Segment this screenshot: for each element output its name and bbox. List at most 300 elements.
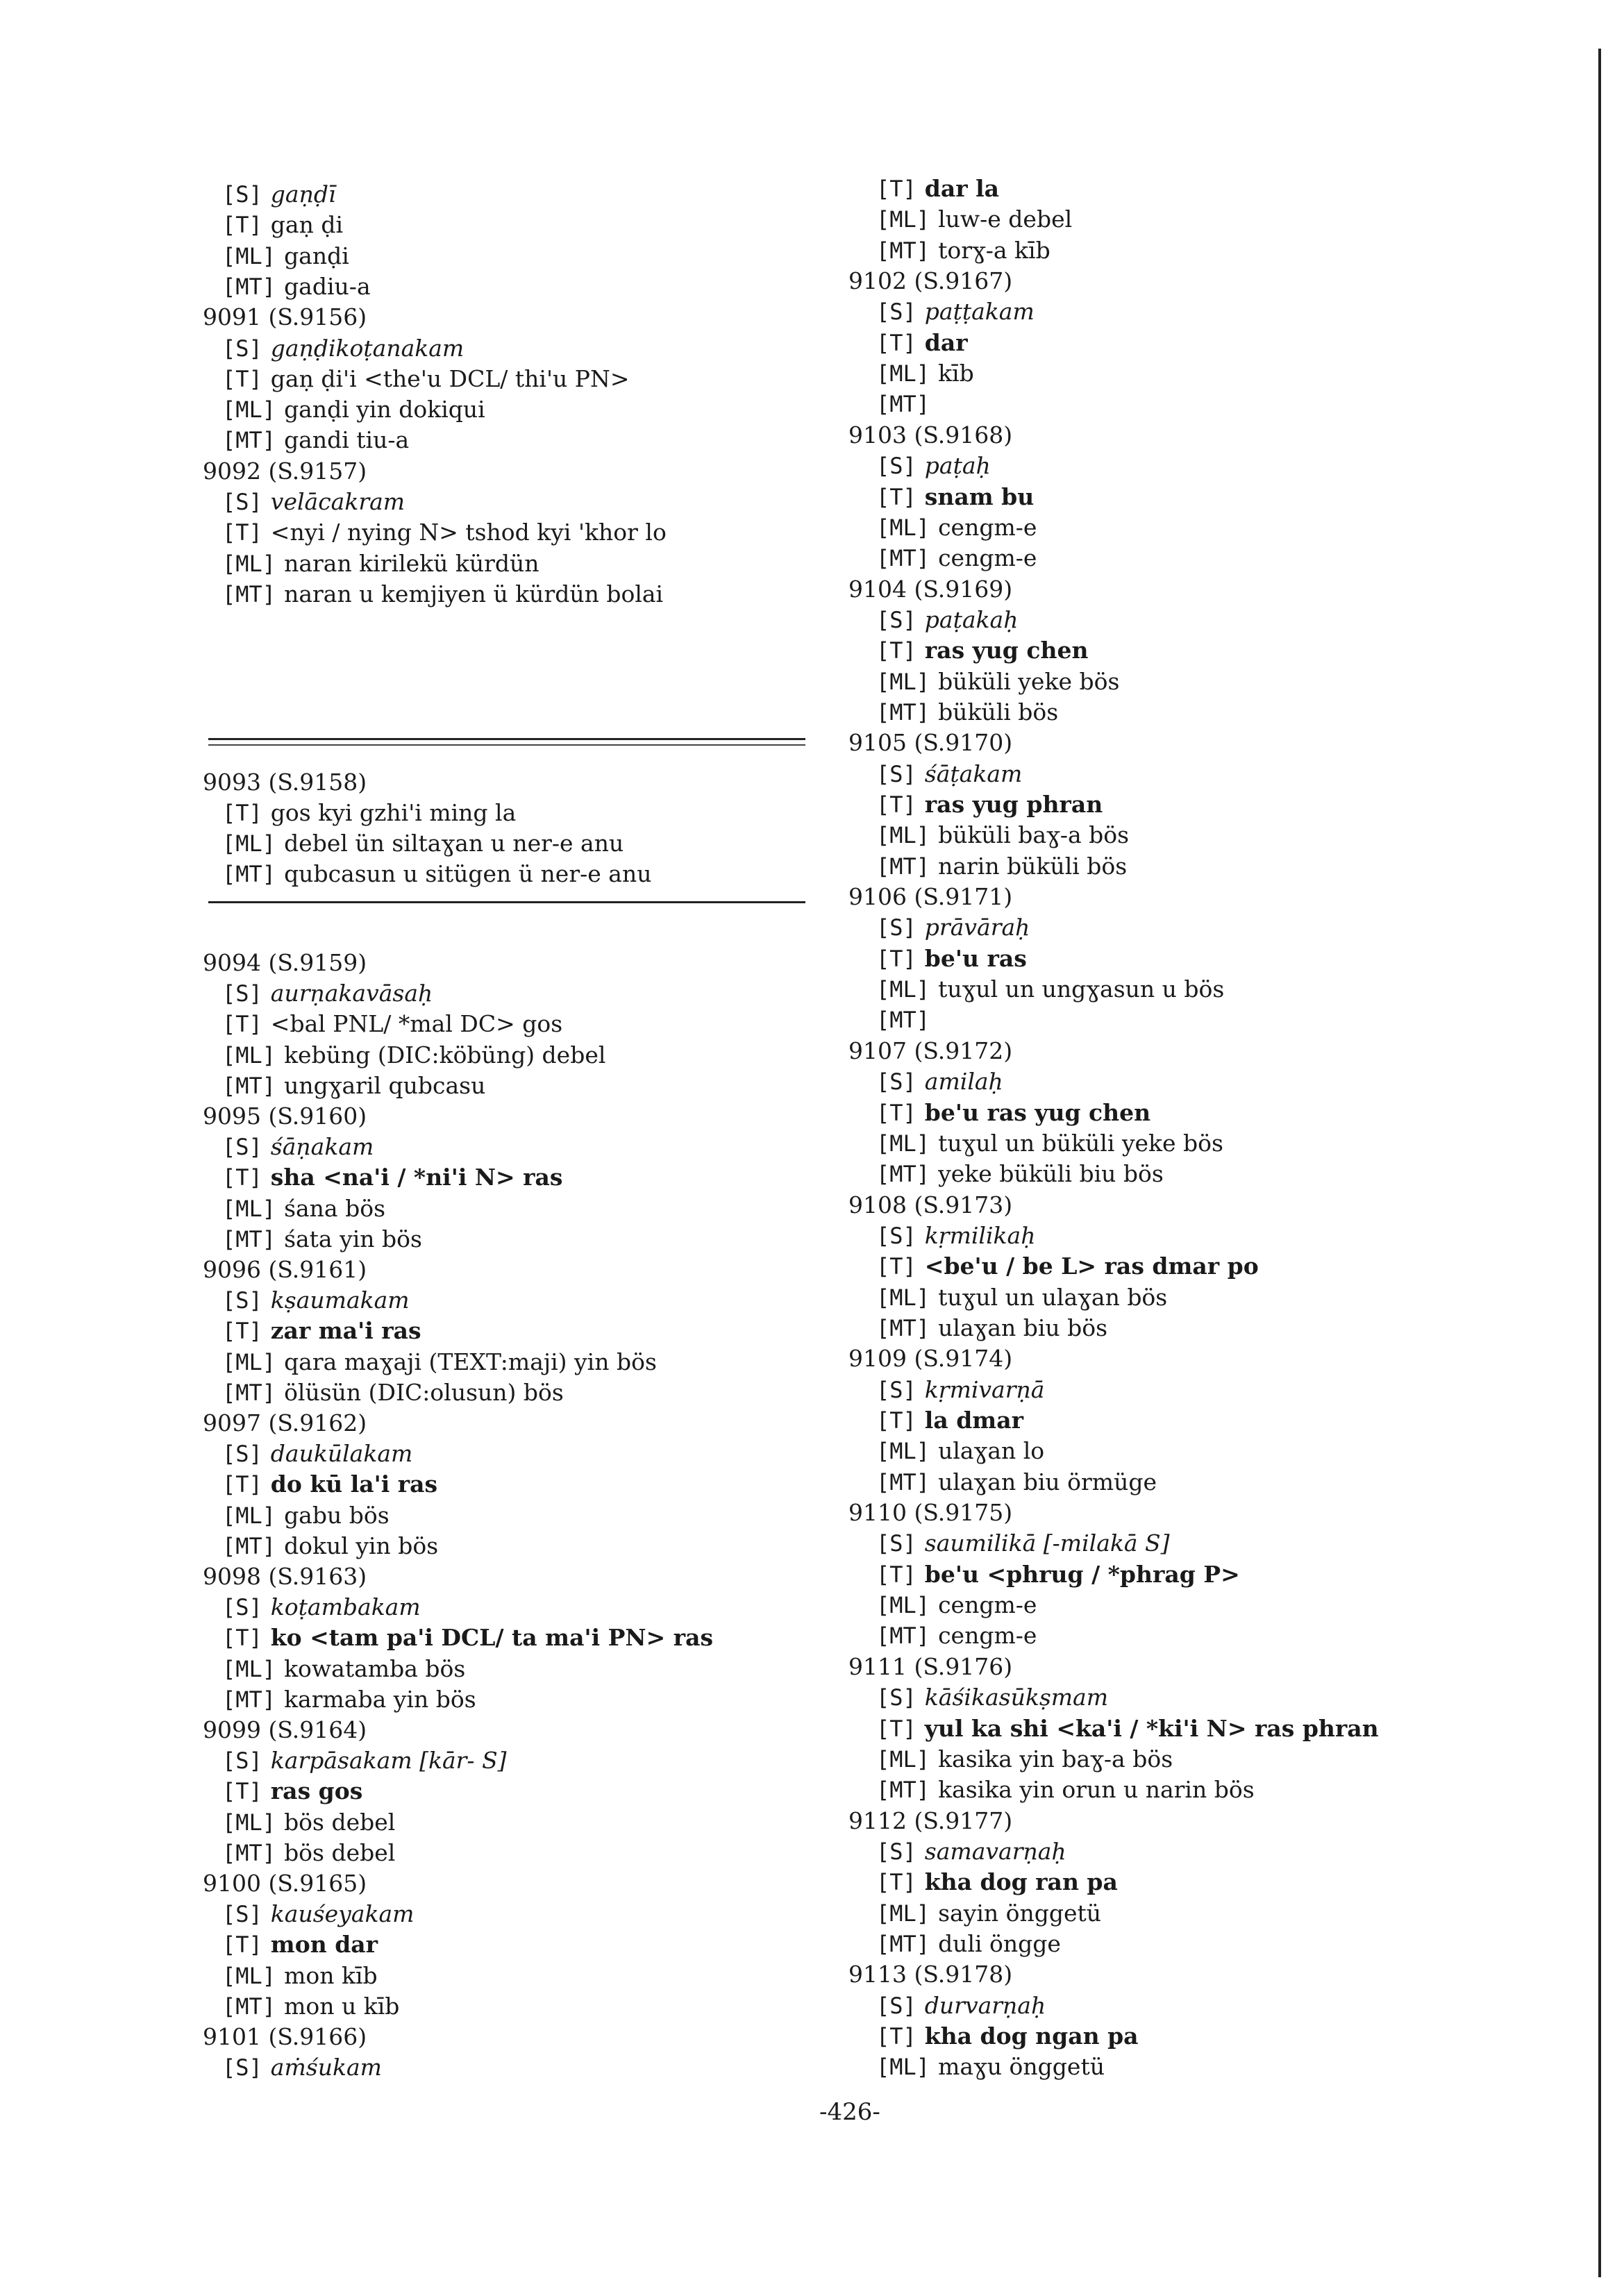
entry-number [203, 1561, 367, 1592]
entry-field [222, 241, 349, 271]
field-tag: [ML] [876, 1746, 930, 1773]
field-tag: [T] [222, 1932, 262, 1958]
field-tag: [T] [876, 330, 916, 356]
field-text: kauśeyakam [270, 1900, 415, 1927]
entry-field [222, 1807, 395, 1838]
entry-field [876, 1867, 1118, 1897]
field-tag: [S] [876, 761, 916, 787]
field-text: durvarṇaḥ [924, 1992, 1046, 2019]
entry-field [222, 364, 630, 394]
field-text: la dmar [924, 1407, 1023, 1434]
entry-number-text: 9099 (S.9164) [203, 1716, 367, 1743]
field-tag: [ML] [876, 514, 930, 541]
field-tag: [ML] [222, 1963, 276, 1989]
entry-field [876, 1775, 1255, 1805]
field-text: gaṇḍikoṭanakam [270, 335, 464, 362]
field-tag: [ML] [222, 1809, 276, 1836]
field-tag: [MT] [222, 1686, 276, 1713]
field-text: dar [924, 329, 968, 356]
field-text: torɣ-a kīb [938, 237, 1050, 264]
entry-number-text: 9108 (S.9173) [848, 1191, 1013, 1218]
entry-number [203, 302, 367, 333]
field-text: cengm-e [938, 1591, 1037, 1618]
field-text: be'u ras yug chen [924, 1099, 1151, 1126]
field-text: prāvāraḥ [924, 914, 1030, 941]
field-text: kṛmivarṇā [924, 1376, 1045, 1403]
entry-number-text: 9097 (S.9162) [203, 1409, 367, 1436]
field-tag: [T] [876, 946, 916, 972]
field-tag: [MT] [876, 391, 930, 417]
entry-number-text: 9112 (S.9177) [848, 1807, 1013, 1834]
field-tag: [ML] [876, 669, 930, 695]
entry-number [848, 1806, 1012, 1836]
entry-field [876, 1436, 1044, 1466]
field-tag: [T] [876, 1407, 916, 1434]
field-text: mon dar [270, 1931, 378, 1958]
field-tag: [T] [222, 366, 262, 392]
entry-field [876, 820, 1129, 850]
field-text: sayin önggetü [938, 1900, 1102, 1927]
field-text: büküli bös [938, 698, 1059, 726]
entry-field [876, 512, 1037, 543]
field-tag: [S] [222, 980, 262, 1007]
field-tag: [S] [876, 607, 916, 633]
field-text: narin büküli bös [938, 853, 1128, 880]
entry-number-text: 9092 (S.9157) [203, 458, 367, 485]
field-tag: [T] [876, 791, 916, 818]
field-text: maɣu önggetü [938, 2053, 1105, 2080]
field-tag: [S] [222, 1594, 262, 1620]
field-tag: [ML] [876, 976, 930, 1003]
entry-number [848, 574, 1012, 605]
page-edge-bar [1598, 49, 1601, 2277]
entry-field [222, 425, 409, 455]
entry-field [222, 271, 371, 302]
field-text: gos kyi gzhi'i ming la [270, 799, 517, 826]
field-text: śāṇakam [270, 1133, 374, 1160]
field-tag: [MT] [876, 1623, 930, 1649]
entry-field [222, 1899, 414, 1929]
field-tag: [ML] [222, 396, 276, 423]
field-tag: [ML] [876, 2054, 930, 2080]
entry-field [222, 1500, 390, 1531]
field-text: ulaɣan biu bös [938, 1314, 1108, 1341]
page-number: -426- [819, 2098, 880, 2126]
field-text: <be'u / be L> ras dmar po [924, 1252, 1259, 1280]
field-tag: [S] [876, 1223, 916, 1249]
field-tag: [MT] [222, 427, 276, 453]
entry-number-text: 9096 (S.9161) [203, 1256, 367, 1283]
entry-field [876, 1251, 1259, 1282]
entry-number-text: 9093 (S.9158) [203, 769, 367, 796]
field-tag: [ML] [876, 206, 930, 233]
entry-number [848, 1036, 1012, 1066]
entry-field [222, 1623, 713, 1653]
field-tag: [S] [876, 1069, 916, 1095]
entry-field [222, 1193, 385, 1224]
field-text: tuɣul un büküli yeke bös [938, 1130, 1223, 1157]
entry-field [876, 1620, 1037, 1651]
entry-field [222, 1162, 563, 1193]
field-text: kīb [938, 360, 974, 387]
entry-field [876, 328, 968, 358]
field-tag: [ML] [222, 1656, 276, 1682]
entry-field [876, 389, 938, 419]
entry-number-text: 9098 (S.9163) [203, 1563, 367, 1590]
field-tag: [MT] [876, 1315, 930, 1341]
entry-field [876, 358, 974, 389]
entry-field [876, 543, 1037, 573]
field-tag: [ML] [876, 1438, 930, 1464]
field-tag: [T] [222, 1011, 262, 1037]
field-tag: [MT] [222, 274, 276, 300]
field-tag: [T] [222, 519, 262, 546]
field-text: śata yin bös [284, 1225, 422, 1252]
entry-field [222, 487, 405, 517]
entry-field [876, 1313, 1107, 1343]
field-tag: [T] [222, 212, 262, 238]
field-text: ras yug chen [924, 637, 1089, 664]
field-text: samavarṇaḥ [924, 1838, 1066, 1865]
field-text: luw-e debel [938, 206, 1073, 233]
field-text: ganḍi [284, 242, 349, 269]
field-tag: [ML] [222, 1502, 276, 1529]
field-text: naran kirilekü kürdün [284, 550, 539, 577]
field-text: koṭambakam [270, 1593, 421, 1620]
entry-number-text: 9100 (S.9165) [203, 1870, 367, 1897]
field-text: büküli yeke bös [938, 668, 1120, 695]
entry-number-text: 9104 (S.9169) [848, 576, 1013, 603]
field-tag: [MT] [876, 1931, 930, 1957]
entry-field [222, 1654, 465, 1684]
entry-field [876, 2021, 1139, 2052]
entry-field [222, 859, 651, 889]
field-tag: [S] [222, 1748, 262, 1774]
field-tag: [MT] [876, 699, 930, 726]
entry-field [876, 2052, 1105, 2082]
field-text: mon kīb [284, 1962, 378, 1989]
entry-number-text: 9095 (S.9160) [203, 1103, 367, 1130]
entry-number [203, 1255, 367, 1285]
entry-field [222, 1316, 421, 1346]
field-tag: [MT] [222, 1840, 276, 1866]
entry-field [876, 1929, 1061, 1959]
entry-field [876, 789, 1103, 820]
field-tag: [MT] [876, 1007, 930, 1033]
entry-field [222, 1592, 421, 1623]
entry-field [876, 1159, 1164, 1189]
entry-field [222, 1961, 378, 1991]
field-text: cengm-e [938, 514, 1037, 541]
field-tag: [MT] [222, 1073, 276, 1099]
field-text: be'u <phrug / *phrag P> [924, 1561, 1240, 1588]
field-tag: [S] [876, 1684, 916, 1711]
entry-field [876, 635, 1088, 666]
field-tag: [MT] [222, 581, 276, 607]
entry-field [876, 974, 1224, 1005]
field-tag: [MT] [222, 1533, 276, 1559]
field-text: qubcasun u sitügen ü ner-e anu [284, 860, 652, 887]
field-text: aurṇakavāsaḥ [270, 980, 433, 1007]
entry-field [876, 1528, 1170, 1559]
field-tag: [S] [876, 453, 916, 479]
entry-number-text: 9111 (S.9176) [848, 1653, 1013, 1680]
field-text: kebüng (DIC:köbüng) debel [284, 1041, 606, 1069]
field-text: ulaɣan lo [938, 1437, 1045, 1464]
entry-field [876, 451, 991, 481]
entry-field [222, 2052, 382, 2083]
field-tag: [S] [222, 1901, 262, 1927]
entry-field [222, 1776, 362, 1807]
entry-field [222, 1929, 378, 1960]
field-tag: [MT] [876, 1469, 930, 1495]
entry-number-text: 9106 (S.9171) [848, 883, 1013, 910]
entry-field [876, 1221, 1035, 1251]
entry-field [222, 394, 485, 425]
field-tag: [T] [876, 1869, 916, 1895]
field-tag: [T] [222, 1625, 262, 1651]
field-text: kowatamba bös [284, 1655, 466, 1682]
entry-field [876, 1836, 1066, 1867]
field-tag: [T] [222, 1778, 262, 1804]
field-text: saumilikā [-milakā S] [924, 1530, 1170, 1557]
field-text: cengm-e [938, 544, 1037, 571]
field-tag: [MT] [876, 853, 930, 880]
field-text: ganḍi yin dokiqui [284, 396, 485, 423]
field-text: mon u kīb [284, 1993, 400, 2020]
field-tag: [S] [222, 489, 262, 515]
entry-field [222, 1224, 422, 1255]
entry-field [876, 1375, 1044, 1405]
entry-field [876, 759, 1022, 789]
field-text: daukūlakam [270, 1440, 413, 1467]
field-text: gandi tiu-a [284, 426, 410, 453]
entry-number-text: 9113 (S.9178) [848, 1961, 1013, 1988]
field-text: paṭṭakam [924, 298, 1035, 325]
entry-field [222, 210, 343, 240]
field-text: dokul yin bös [284, 1532, 439, 1559]
field-text: büküli baɣ-a bös [938, 821, 1130, 848]
field-tag: [S] [876, 1377, 916, 1403]
section-divider-top [208, 738, 805, 746]
field-tag: [T] [222, 800, 262, 826]
field-tag: [T] [222, 1164, 262, 1191]
entry-number [848, 728, 1012, 758]
entry-field [876, 1467, 1157, 1498]
field-tag: [T] [222, 1471, 262, 1498]
field-tag: [ML] [222, 1196, 276, 1222]
entry-number [848, 1190, 1012, 1221]
entry-field [876, 1744, 1173, 1775]
field-text: ko <tam pa'i DCL/ ta ma'i PN> ras [270, 1624, 714, 1651]
field-tag: [T] [222, 1318, 262, 1344]
field-tag: [S] [876, 299, 916, 325]
entry-field [222, 1040, 605, 1071]
entry-field [876, 1128, 1223, 1159]
entry-field [222, 1684, 476, 1715]
entry-field [222, 579, 663, 610]
field-text: zar ma'i ras [270, 1317, 421, 1344]
entry-field [222, 548, 539, 579]
field-text: velācakram [270, 488, 405, 515]
entry-field [876, 1991, 1046, 2021]
field-tag: [S] [222, 1287, 262, 1314]
section-divider-bottom [208, 901, 805, 903]
field-text: sha <na'i / *ni'i N> ras [270, 1164, 563, 1191]
entry-field [222, 978, 433, 1009]
field-text: tuɣul un ungɣasun u bös [938, 975, 1225, 1003]
entry-number [203, 1101, 367, 1132]
field-tag: [ML] [876, 1900, 930, 1927]
field-tag: [S] [876, 1530, 916, 1557]
field-tag: [S] [222, 1134, 262, 1160]
field-text: kha dog ngan pa [924, 2022, 1139, 2050]
field-text: yul ka shi <ka'i / *ki'i N> ras phran [924, 1715, 1379, 1742]
field-text: kha dog ran pa [924, 1868, 1118, 1895]
field-tag: [T] [876, 1253, 916, 1280]
field-text: dar la [924, 175, 1000, 202]
field-tag: [MT] [222, 1993, 276, 2020]
field-tag: [MT] [876, 545, 930, 571]
field-text: do kū la'i ras [270, 1470, 438, 1498]
field-text: be'u ras [924, 945, 1027, 972]
entry-field [876, 1590, 1037, 1620]
entry-field [222, 1439, 412, 1469]
entry-field [222, 517, 667, 548]
field-tag: [ML] [876, 1592, 930, 1618]
field-tag: [S] [876, 914, 916, 941]
field-text: ras gos [270, 1777, 363, 1804]
entry-field [876, 912, 1030, 943]
entry-field [876, 1282, 1167, 1313]
field-text: cengm-e [938, 1622, 1037, 1649]
entry-field [876, 296, 1035, 327]
entry-field [222, 1991, 399, 2022]
field-text: karpāsakam [kār- S] [270, 1747, 507, 1774]
entry-field [876, 1098, 1150, 1128]
field-text: gaṇ ḍi'i <the'u DCL/ thi'u PN> [270, 365, 630, 392]
field-tag: [ML] [222, 1349, 276, 1375]
entry-field [222, 1377, 564, 1408]
entry-field [876, 1005, 938, 1035]
entry-field [876, 1898, 1101, 1929]
entry-number-text: 9105 (S.9170) [848, 729, 1013, 756]
field-tag: [ML] [222, 551, 276, 577]
entry-number [203, 2022, 367, 2052]
entry-number [203, 456, 367, 487]
entry-field [222, 1071, 485, 1101]
entry-field [222, 1838, 395, 1868]
entry-field [876, 697, 1058, 728]
entry-field [222, 1745, 507, 1776]
field-tag: [MT] [876, 1777, 930, 1803]
field-text: kṛmilikaḥ [924, 1222, 1036, 1249]
field-text: aṁśukam [270, 2054, 382, 2081]
entry-field [876, 1559, 1240, 1590]
entry-field [876, 1713, 1379, 1744]
entry-field [222, 828, 623, 859]
entry-number-text: 9107 (S.9172) [848, 1037, 1013, 1064]
field-text: amilaḥ [924, 1068, 1003, 1095]
field-text: gadiu-a [284, 273, 371, 300]
field-text: ulaɣan biu örmüge [938, 1468, 1157, 1495]
field-text: yeke büküli biu bös [938, 1160, 1164, 1187]
entry-field [876, 851, 1127, 882]
field-text: tuɣul un ulaɣan bös [938, 1284, 1168, 1311]
field-tag: [T] [876, 1561, 916, 1588]
entry-field [222, 1285, 410, 1316]
field-tag: [MT] [876, 237, 930, 264]
entry-number-text: 9091 (S.9156) [203, 303, 367, 330]
field-tag: [MT] [876, 1161, 930, 1187]
entry-number-text: 9094 (S.9159) [203, 949, 367, 976]
entry-number-text: 9109 (S.9174) [848, 1345, 1013, 1372]
field-tag: [S] [876, 1838, 916, 1865]
field-text: gaṇḍī [270, 181, 336, 208]
entry-number [848, 1498, 1012, 1528]
field-text: <bal PNL/ *mal DC> gos [270, 1010, 563, 1037]
entry-field [222, 1469, 437, 1500]
entry-field [876, 1682, 1108, 1713]
entry-field [222, 1531, 438, 1561]
entry-number [203, 1868, 367, 1899]
entry-number-text: 9102 (S.9167) [848, 267, 1013, 294]
entry-number [203, 767, 367, 798]
entry-field [222, 1347, 657, 1377]
field-text: duli öngge [938, 1930, 1061, 1957]
field-text: ras yug phran [924, 791, 1103, 818]
entry-number [848, 1343, 1012, 1374]
field-tag: [S] [222, 1441, 262, 1467]
field-text: bös debel [284, 1839, 396, 1866]
entry-field [222, 798, 516, 828]
field-text: kasika yin baɣ-a bös [938, 1745, 1173, 1773]
entry-field [876, 174, 999, 204]
field-tag: [T] [876, 1716, 916, 1742]
field-text: gaṇ ḍi [270, 211, 344, 238]
field-text: <nyi / nying N> tshod kyi 'khor lo [270, 519, 667, 546]
field-tag: [T] [876, 484, 916, 510]
field-tag: [ML] [876, 822, 930, 848]
field-text: śāṭakam [924, 760, 1023, 787]
field-text: kasika yin orun u narin bös [938, 1776, 1255, 1803]
field-text: śana bös [284, 1195, 386, 1222]
field-text: paṭaḥ [924, 452, 991, 479]
field-tag: [S] [222, 2054, 262, 2081]
field-tag: [ML] [222, 243, 276, 269]
field-tag: [T] [876, 2023, 916, 2050]
field-tag: [ML] [876, 360, 930, 387]
entry-number [848, 420, 1012, 451]
entry-field [876, 235, 1050, 266]
field-text: snam bu [924, 483, 1035, 510]
field-text: kṣaumakam [270, 1287, 410, 1314]
field-text: bös debel [284, 1809, 396, 1836]
entry-number [203, 1408, 367, 1439]
entry-field [876, 667, 1119, 697]
entry-field [876, 482, 1034, 512]
field-tag: [ML] [222, 1042, 276, 1069]
field-tag: [S] [222, 335, 262, 362]
field-tag: [T] [876, 1100, 916, 1126]
field-tag: [T] [876, 176, 916, 202]
entry-number-text: 9101 (S.9166) [203, 2023, 367, 2050]
entry-field [222, 179, 336, 210]
entry-field [876, 944, 1027, 974]
field-tag: [ML] [222, 830, 276, 857]
entry-number [203, 1715, 367, 1745]
entry-field [222, 1009, 562, 1039]
